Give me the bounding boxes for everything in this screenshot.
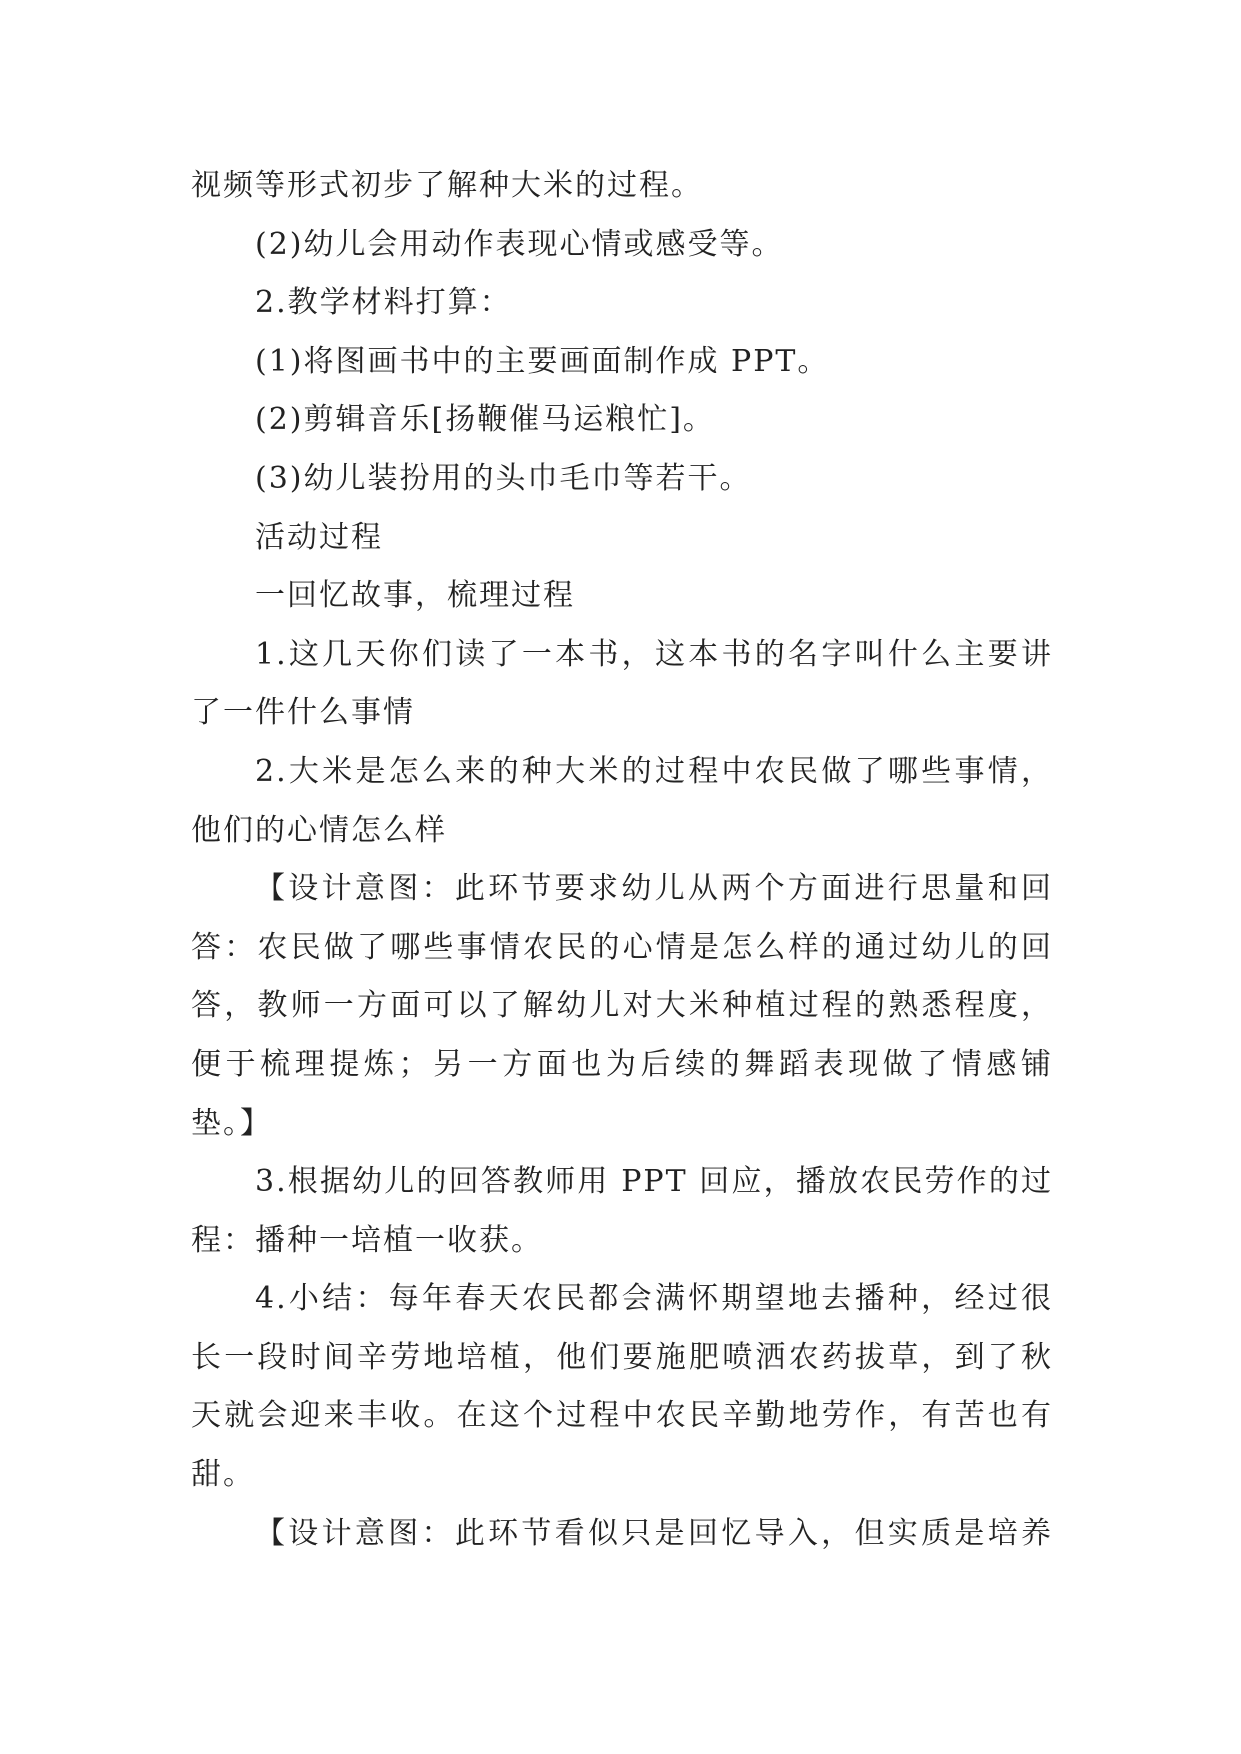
text-line: 他们的心情怎么样 bbox=[191, 812, 447, 848]
text-line: (2)幼儿会用动作表现心情或感受等。 bbox=[255, 226, 784, 262]
text-line: 1.这几天你们读了一本书，这本书的名字叫什么主要讲 bbox=[255, 636, 1053, 672]
body-text bbox=[191, 157, 1053, 1563]
text-line: 答：农民做了哪些事情农民的心情是怎么样的通过幼儿的回 bbox=[191, 929, 1053, 965]
text-line: 长一段时间辛劳地培植，他们要施肥喷洒农药拔草，到了秋 bbox=[191, 1339, 1053, 1375]
text-line: 天就会迎来丰收。在这个过程中农民辛勤地劳作，有苦也有 bbox=[191, 1398, 1053, 1434]
text-line: 了一件什么事情 bbox=[191, 695, 415, 731]
text-line: 垫。】 bbox=[191, 1105, 272, 1141]
text-line: (2)剪辑音乐[扬鞭催马运粮忙]。 bbox=[255, 402, 715, 438]
text-line: 【设计意图：此环节要求幼儿从两个方面进行思量和回 bbox=[255, 871, 1053, 907]
text-line: 2.教学材料打算： bbox=[255, 285, 512, 321]
text-line: 【设计意图：此环节看似只是回忆导入，但实质是培养 bbox=[255, 1515, 1053, 1551]
text-line: 2.大米是怎么来的种大米的过程中农民做了哪些事情， bbox=[255, 753, 1053, 789]
text-line: 甜。 bbox=[191, 1457, 255, 1493]
section-heading: 活动过程 bbox=[255, 519, 383, 555]
text-line: 4.小结：每年春天农民都会满怀期望地去播种，经过很 bbox=[255, 1281, 1053, 1317]
text-line: 程：播种一培植一收获。 bbox=[191, 1222, 543, 1258]
text-line: 视频等形式初步了解种大米的过程。 bbox=[191, 168, 703, 203]
subsection-heading: 一回忆故事，梳理过程 bbox=[255, 578, 575, 614]
text-line: 便于梳理提炼；另一方面也为后续的舞蹈表现做了情感铺 bbox=[191, 1046, 1053, 1082]
text-line: 答，教师一方面可以了解幼儿对大米种植过程的熟悉程度， bbox=[191, 988, 1053, 1024]
text-line: (3)幼儿装扮用的头巾毛巾等若干。 bbox=[255, 460, 752, 496]
text-line: 3.根据幼儿的回答教师用 PPT 回应，播放农民劳作的过 bbox=[255, 1164, 1053, 1200]
text-line: (1)将图画书中的主要画面制作成 PPT。 bbox=[255, 343, 830, 379]
